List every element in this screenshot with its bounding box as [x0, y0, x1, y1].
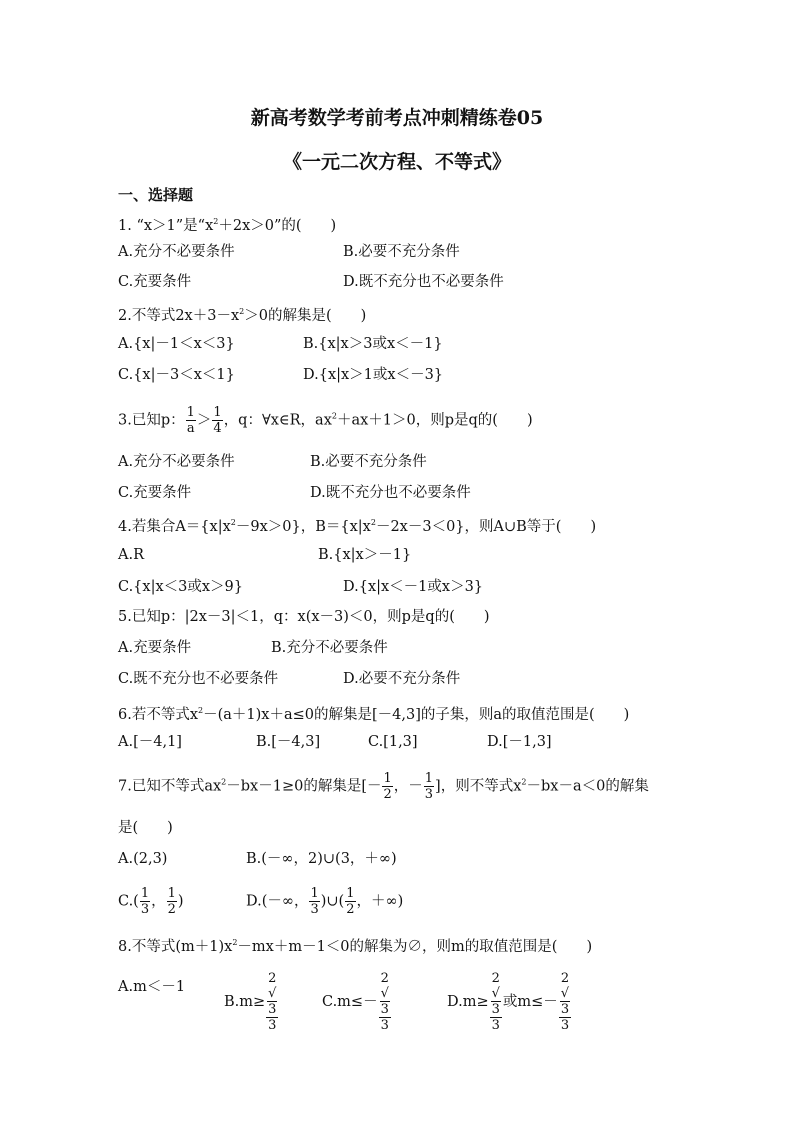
q3-option-a: A.充分不必要条件 [118, 454, 235, 470]
fraction: 2 √ 3 3 [380, 971, 389, 1033]
q4-option-a: A.R [118, 547, 144, 563]
q7-option-a: A.(2,3) [118, 851, 168, 867]
q1-option-d: D.既不充分也不必要条件 [343, 274, 504, 290]
page-title: 新高考数学考前考点冲刺精练卷05 [250, 107, 544, 129]
fraction: $\frac{1}{3}$ [140, 886, 150, 917]
q5-option-b: B.充分不必要条件 [271, 640, 388, 656]
question-8-stem: 8.不等式$(m+1)x^2-mx+m-1<0$的解集为∅，则m的取值范围是( ) [118, 938, 593, 955]
page-subtitle: 《一元二次方程、不等式》 [282, 151, 511, 173]
q2-option-a: A.{x|－1＜x＜3} [118, 336, 235, 352]
question-7-stem: 7.已知不等式$ax^2-bx-1\ge 0$的解集是[－ $\frac{1}{2}$ ，－ $\frac{1}{3}$ ]，则不等式$x^2-bx-a<0$的解集 [118, 771, 649, 802]
q6-option-c: C.[1,3] [368, 734, 418, 750]
fraction: $\frac{1}{3}$ [424, 771, 434, 802]
q6-option-a: A.[－4,1] [118, 734, 182, 750]
question-7-stem-cont: 是( ) [118, 820, 173, 836]
q7-option-b: B.(－∞，2)∪(3，＋∞) [246, 851, 397, 867]
fraction: 2 √ 3 3 [491, 971, 500, 1033]
q2-option-b: B.{x|x＞3或x＜－1} [303, 336, 443, 352]
q1-option-a: A.充分不必要条件 [118, 244, 235, 260]
fraction: $\frac{1}{2}$ [383, 771, 392, 802]
q4-option-c: C.{x|x＜3或x＞9} [118, 579, 244, 595]
q8-option-c: C.m≤－ 2 √ 3 3 [322, 971, 389, 1033]
question-3-stem: 3.已知p： $\frac{1}{a}$ ＞ $\frac{1}{4}$ ，q：∀x∈R，$ax^2+ax+1>0$，则p是q的( ) [118, 405, 533, 436]
fraction: $\frac{1}{a}$ [186, 405, 195, 436]
question-1-stem: 1. “x＞1”是“$x^2+2x>0$”的( ) [118, 217, 337, 234]
q7-option-c: C.( $\frac{1}{3}$ ， $\frac{1}{2}$ ) [118, 886, 184, 917]
q3-option-c: C.充要条件 [118, 485, 192, 501]
section-heading: 一、选择题 [118, 186, 194, 204]
q6-option-d: D.[－1,3] [487, 734, 552, 750]
q5-option-a: A.充要条件 [118, 640, 192, 656]
q5-option-c: C.既不充分也不必要条件 [118, 671, 279, 687]
q3-option-d: D.既不充分也不必要条件 [310, 485, 471, 501]
q7-option-d: D.(－∞， $\frac{1}{3}$ )∪( $\frac{1}{2}$ ，＋∞) [246, 886, 404, 917]
q5-option-d: D.必要不充分条件 [343, 671, 461, 687]
fraction: 2 √ 3 3 [560, 971, 570, 1033]
q8-option-a: A.m＜－1 [118, 979, 186, 995]
question-6-stem: 6.若不等式$x^2-(a+1)x+a\le 0$的解集是[－4,3]的子集，则a的取值范围是( ) [118, 706, 630, 723]
q8-option-d: D.m≥ 2 √ 3 3 或m≤－ 2 √ 3 3 [447, 971, 570, 1033]
q1-option-b: B.必要不充分条件 [343, 244, 460, 260]
question-5-stem: 5.已知p：|2x－3|＜1，q：x(x－3)＜0，则p是q的( ) [118, 609, 490, 625]
q8-option-b: B.m≥ 2 √ 3 3 [224, 971, 277, 1033]
q1-option-c: C.充要条件 [118, 274, 192, 290]
question-2-stem: 2.不等式$2x+3-x^2>0$的解集是( ) [118, 307, 367, 324]
q2-option-d: D.{x|x＞1或x＜－3} [303, 367, 444, 383]
q4-option-b: B.{x|x＞－1} [318, 547, 412, 563]
question-4-stem: 4.若集合$A=\{x|x^2-9x>0\}$，$B=\{x|x^2-2x-3<0\}$，则A∪B等于( ) [118, 518, 597, 535]
fraction: $\frac{1}{2}$ [346, 886, 355, 917]
fraction: $\frac{1}{4}$ [213, 405, 222, 436]
q2-option-c: C.{x|－3＜x＜1} [118, 367, 235, 383]
q6-option-b: B.[－4,3] [256, 734, 321, 750]
q4-option-d: D.{x|x＜－1或x＞3} [343, 579, 484, 595]
q3-option-b: B.必要不充分条件 [310, 454, 427, 470]
fraction: 2 √ 3 3 [268, 971, 277, 1033]
fraction: $\frac{1}{3}$ [310, 886, 319, 917]
fraction: $\frac{1}{2}$ [167, 886, 176, 917]
